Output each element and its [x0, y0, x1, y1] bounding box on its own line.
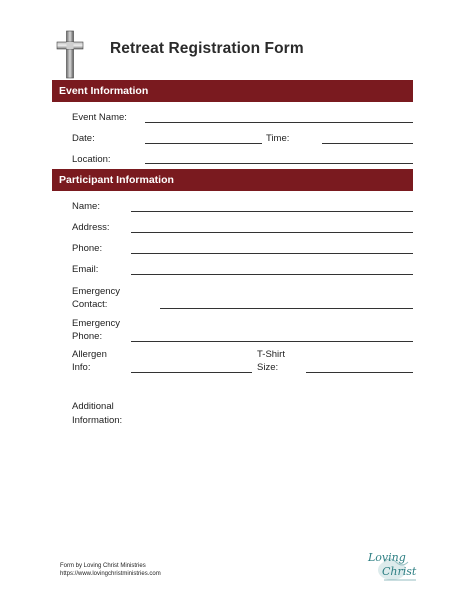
email-label: Email:: [72, 264, 99, 275]
emergency-phone-label-line1: Emergency: [72, 318, 121, 329]
additional-information-area[interactable]: [130, 396, 413, 536]
additional-information-label-line2: Information:: [72, 415, 123, 426]
emergency-phone-label-line2: Phone:: [72, 331, 103, 342]
participant-information-header: Participant Information: [52, 169, 413, 191]
tshirt-size-field[interactable]: [306, 372, 413, 373]
location-label: Location:: [72, 154, 111, 165]
form-title: Retreat Registration Form: [110, 40, 304, 57]
date-field[interactable]: [145, 143, 262, 144]
ministry-logo: [362, 548, 424, 584]
name-field[interactable]: [131, 211, 413, 212]
event-name-label: Event Name:: [72, 112, 127, 123]
emergency-contact-label-line1: Emergency: [72, 286, 121, 297]
tshirt-label-line2: Size:: [257, 362, 279, 373]
phone-field[interactable]: [131, 253, 413, 254]
allergen-field[interactable]: [131, 372, 252, 373]
event-name-field[interactable]: [145, 122, 413, 123]
cross-icon: [56, 30, 84, 80]
phone-label: Phone:: [72, 243, 103, 254]
footer-url[interactable]: https://www.lovingchristministries.com: [60, 571, 161, 577]
time-field[interactable]: [322, 143, 413, 144]
logo-word-2: Christ: [382, 565, 417, 578]
email-field[interactable]: [131, 274, 413, 275]
additional-information-label-line1: Additional: [72, 401, 114, 412]
emergency-contact-field[interactable]: [160, 308, 413, 309]
allergen-label-line1: Allergen: [72, 349, 107, 360]
time-label: Time:: [266, 133, 290, 144]
name-label: Name:: [72, 201, 100, 212]
footer-credit: Form by Loving Christ Ministries: [60, 563, 146, 569]
logo-word-1: Loving: [368, 551, 406, 564]
event-information-header: Event Information: [52, 80, 413, 102]
tshirt-label-line1: T-Shirt: [257, 349, 285, 360]
address-label: Address:: [72, 222, 110, 233]
allergen-label-line2: Info:: [72, 362, 91, 373]
address-field[interactable]: [131, 232, 413, 233]
emergency-contact-label-line2: Contact:: [72, 299, 108, 310]
location-field[interactable]: [145, 163, 413, 164]
emergency-phone-field[interactable]: [131, 341, 413, 342]
date-label: Date:: [72, 133, 95, 144]
footer: [60, 562, 161, 578]
